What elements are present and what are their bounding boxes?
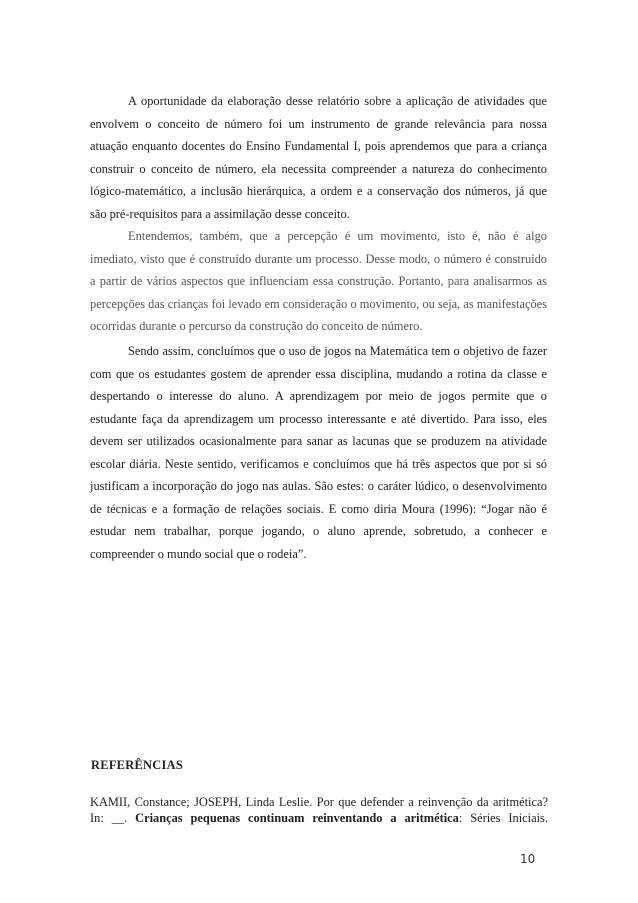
reference-suffix: : Séries Iniciais. [458,811,548,825]
paragraph-1: A oportunidade da elaboração desse relatório sobre a aplicação de atividades que envolvem o conceito de número foi um instrumento de grande relevância para nossa atuação enquanto docentes do Ensino Fundamental I, pois aprendemos que para a criança construir o conceito de número, ela necessita compreender a natureza do conhecimento lógico-matemático, a inclusão hierárquica, a ordem e a conservação dos números, já que são pré-requisitos para a assimilação desse conceito. [90,94,547,221]
reference-entry [90,794,548,826]
paragraph-2: Entendemos, também, que a percepção é um movimento, isto é, não é algo imediato, visto que é construído durante um processo. Desse modo, o número é construído a partir de vários aspectos que influenciam essa construção. Portanto, para analisarmos as percepções das crianças foi levado em consideração o movimento, ou seja, as manifestações ocorridas durante o percurso da construção do conceito de número. [90,229,547,333]
page-number: 10 [520,852,536,866]
body-text-block-2 [90,225,547,338]
body-text-block-1 [90,90,547,225]
paragraph-3: Sendo assim, concluímos que o uso de jogos na Matemática tem o objetivo de fazer com que os estudantes gostem de aprender essa disciplina, mudando a rotina da classe e despertando o interesse do aluno. A aprendizagem por meio de jogos permite que o estudante faça da aprendizagem um processo interessante e até divertido. Para isso, eles devem ser utilizados ocasionalmente para sanar as lacunas que se produzem na atividade escolar diária. Neste sentido, verificamos e concluímos que há três aspectos que por si só justificam a incorporação do jogo nas aulas. São estes: o caráter lúdico, o desenvolvimento de técnicas e a formação de relações sociais. E como diria Moura (1996): “Jogar não é estudar nem trabalhar, porque jogando, o aluno aprende, sobretudo, a conhecer e compreender o mundo social que o rodeia”. [90,344,547,561]
reference-prefix: In: __. [90,811,128,825]
reference-second-line [90,810,548,826]
references-heading: REFERÊNCIAS [91,758,184,772]
reference-book-title: Crianças pequenas continuam reinventando a aritmética [135,811,459,825]
body-text-block-3 [90,340,547,565]
reference-authors-title: KAMII, Constance; JOSEPH, Linda Leslie. Por que defender a reinvenção da aritmética? [90,795,548,809]
